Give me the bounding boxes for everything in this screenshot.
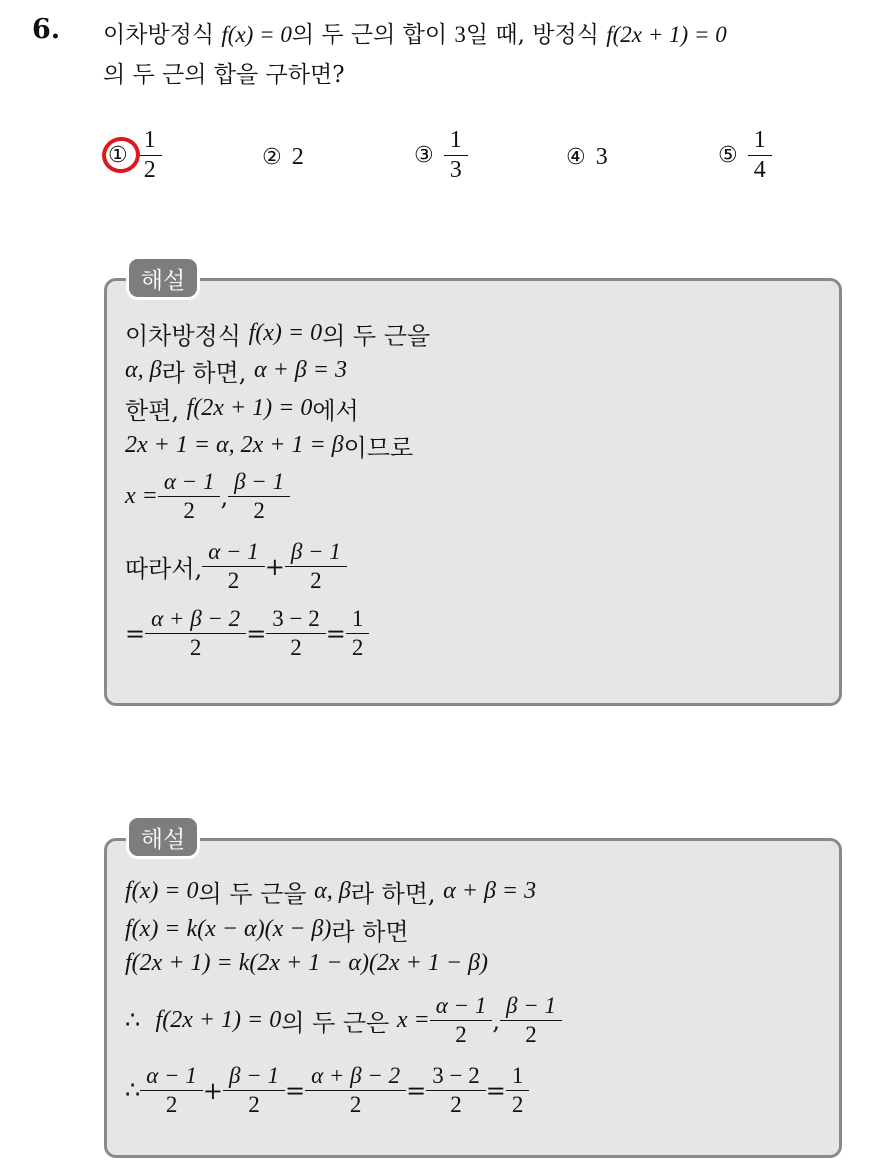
choice-3-value: $\frac{1}{3}$: [447, 128, 465, 183]
choice-4-value: 3: [595, 144, 608, 170]
choice-4[interactable]: [566, 144, 608, 171]
solution1-line-7: = $\frac{\alpha + \beta - 2}{2}$ = $\frac{3 - 2}{2}$ = $\frac{1}{2}$: [125, 607, 369, 660]
solution-tag-1: 해설: [129, 259, 197, 297]
solution1-line-6: 따라서, $\frac{\alpha - 1}{2}$ + $\frac{\beta - 1}{2}$: [125, 540, 347, 593]
choice-2-mark: ②: [262, 145, 282, 170]
solution1-line-2: α, β 라 하면, α + β = 3: [125, 357, 347, 387]
choice-5[interactable]: [718, 128, 772, 183]
choice-1-value: $\frac{1}{2}$: [141, 128, 159, 183]
answer-circle-mark: [99, 134, 144, 177]
solution1-line-1: 이차방정식 f(x) = 0 의 두 근을: [125, 320, 431, 350]
choice-4-mark: ④: [566, 145, 586, 170]
solution2-line-5: ∴ $\frac{\alpha - 1}{2}$ + $\frac{\beta - 1}{2}$ = $\frac{\alpha + \beta - 2}{2}$ = $\frac{3 - 2}{2}$ = $\frac{1}{2}$: [125, 1064, 529, 1117]
solution2-line-3: f(2x + 1) = k(2x + 1 − α)(2x + 1 − β): [125, 950, 488, 976]
solution1-line-5: x = $\frac{\alpha - 1}{2}$ , $\frac{\beta - 1}{2}$: [125, 470, 290, 523]
choice-1[interactable]: [108, 128, 162, 183]
solution1-line-3: 한편, f(2x + 1) = 0 에서: [125, 395, 359, 425]
solution2-line-4: ∴ f(2x + 1) = 0 의 두 근은 x = $\frac{\alpha - 1}{2}$ , $\frac{\beta - 1}{2}$: [125, 994, 562, 1047]
solution-tag-2: 해설: [129, 818, 197, 856]
question-line-2: 의 두 근의 합을 구하면?: [103, 62, 345, 88]
choice-5-mark: ⑤: [718, 143, 738, 169]
choice-5-value: $\frac{1}{4}$: [751, 128, 769, 183]
question-line-1: 이차방정식 f(x) = 0의 두 근의 합이 3일 때, 방정식 f(2x + 1) = 0: [103, 22, 727, 48]
solution2-line-1: f(x) = 0 의 두 근을 α, β 라 하면, α + β = 3: [125, 878, 537, 908]
solution2-line-2: f(x) = k(x − α)(x − β) 라 하면: [125, 916, 409, 946]
choice-3[interactable]: [414, 128, 468, 183]
solution1-line-4: 2x + 1 = α, 2x + 1 = β 이므로: [125, 432, 414, 462]
choice-1-mark: ①: [108, 143, 128, 168]
choice-3-mark: ③: [414, 143, 434, 169]
choice-2[interactable]: [262, 144, 304, 171]
choice-2-value: 2: [291, 144, 304, 170]
question-number: 6.: [32, 14, 61, 45]
